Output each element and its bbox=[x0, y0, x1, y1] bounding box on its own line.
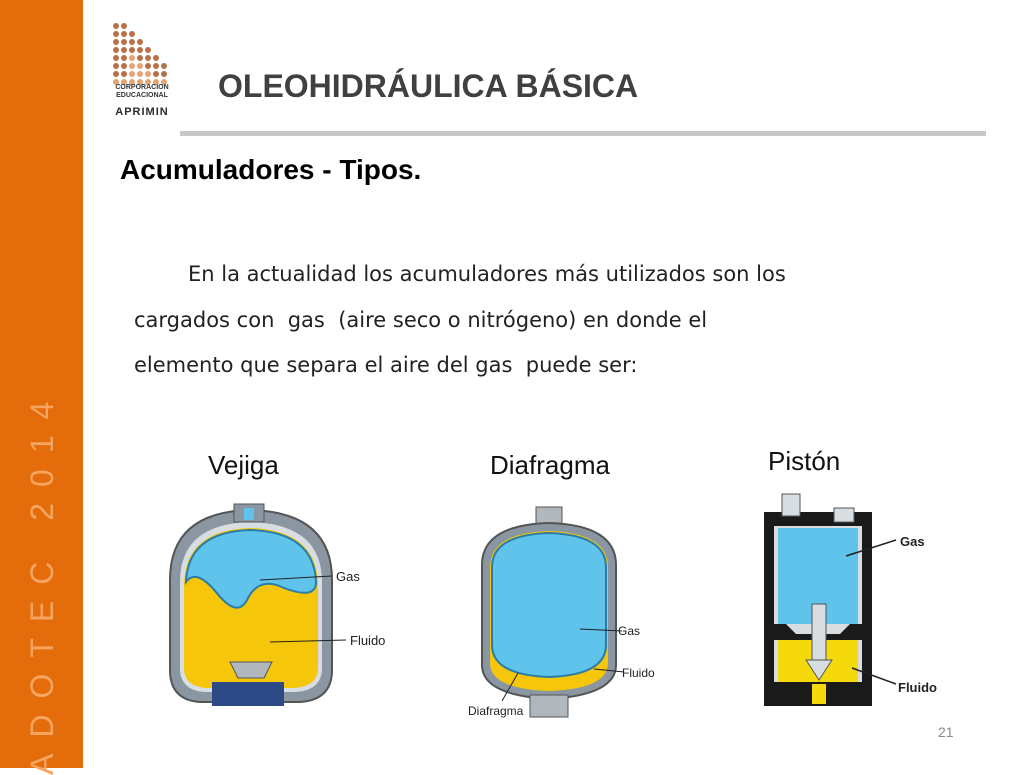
body-paragraph bbox=[134, 252, 954, 389]
sidebar-vertical-text: ADOTEC 2014 bbox=[24, 385, 60, 775]
bladder-fluid-callout: Fluido bbox=[350, 633, 386, 648]
piston-gas-callout: Gas bbox=[900, 534, 925, 549]
paragraph-line-3: elemento que separa el aire del gas puede ser: bbox=[134, 353, 638, 377]
diaphragm-accumulator-diagram bbox=[462, 505, 682, 725]
diaphragm-membrane-callout: Diafragma bbox=[468, 704, 524, 718]
paragraph-line-1: En la actualidad los acumuladores más utilizados son los bbox=[188, 262, 786, 286]
logo-brand: APRIMIN bbox=[115, 106, 169, 118]
slide-subtitle: Acumuladores - Tipos. bbox=[120, 154, 422, 185]
logo-text bbox=[104, 84, 180, 100]
page-title: OLEOHIDRÁULICA BÁSICA bbox=[218, 68, 639, 104]
bladder-gas-callout: Gas bbox=[336, 569, 360, 584]
label-diafragma: Diafragma bbox=[490, 450, 610, 480]
piston-fluid-callout: Fluido bbox=[898, 680, 937, 695]
sidebar bbox=[0, 0, 83, 775]
logo-line-1: CORPORACION bbox=[115, 84, 169, 91]
logo-line-2: EDUCACIONAL bbox=[116, 92, 168, 99]
bladder-accumulator-diagram bbox=[160, 500, 410, 710]
paragraph-line-2: cargados con gas (aire seco o nitrógeno) en donde el bbox=[134, 307, 708, 332]
title-divider bbox=[180, 131, 986, 136]
label-piston: Pistón bbox=[768, 446, 841, 476]
logo-icon bbox=[108, 22, 174, 118]
piston-accumulator-diagram bbox=[756, 484, 970, 710]
page-number: 21 bbox=[938, 724, 954, 740]
diaphragm-fluid-callout: Fluido bbox=[622, 666, 655, 680]
label-vejiga: Vejiga bbox=[208, 450, 279, 480]
diaphragm-gas-callout: Gas bbox=[618, 624, 641, 638]
